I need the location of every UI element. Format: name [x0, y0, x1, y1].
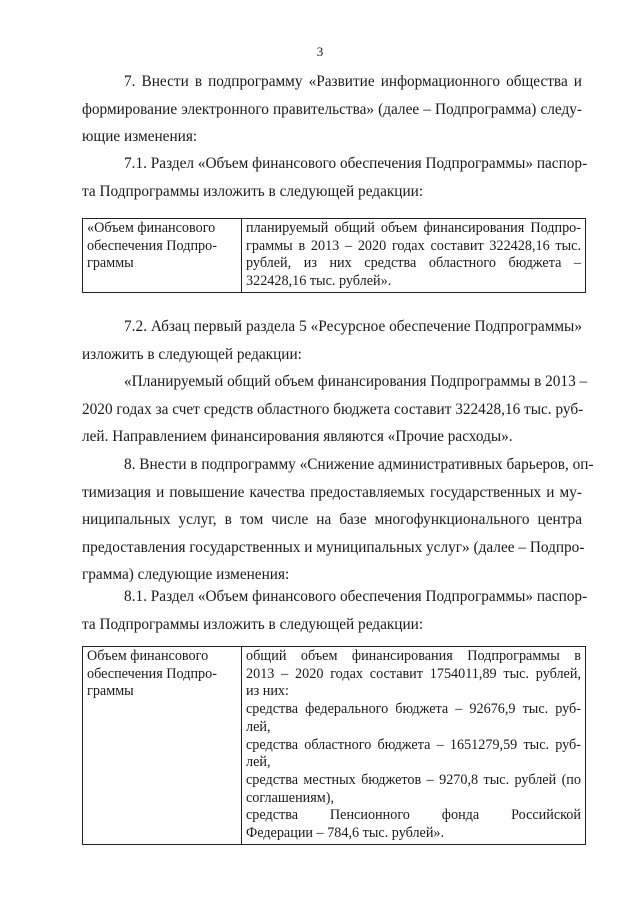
cell-line: рублей, из них средства областного бюджета – [246, 255, 581, 272]
text-line: та Подпрограммы изложить в следующей редакции: [82, 615, 424, 633]
cell-line: планируемый общий объем финансирования Подпро- [246, 220, 581, 236]
cell-line: обеспечения Подпро- [87, 665, 217, 682]
text-line: формирование электронного правительства» (далее – Подпрограмма) следу- [82, 100, 582, 118]
cell-line: средства Пенсионного фонда Российской [246, 807, 581, 824]
item-7-2-paragraph [82, 313, 588, 451]
cell-line: Федерации – 784,6 тыс. рублей». [246, 825, 445, 842]
item-8-paragraph [82, 451, 594, 589]
cell-line: средства федерального бюджета – 92676,9 тыс. руб- [246, 701, 581, 718]
cell-line: лей, [246, 754, 271, 771]
item-7-paragraph [82, 68, 582, 151]
text-line: грамма) следующие изменения: [82, 566, 290, 583]
table-cell-label [83, 647, 242, 845]
financing-table-2 [82, 646, 586, 845]
cell-line: граммы [87, 255, 134, 272]
text-line: тимизация и повышение качества предоставляемых государственных и му- [82, 483, 582, 501]
cell-line: 322428,16 тыс. рублей». [246, 273, 392, 290]
text-line: 7.2. Абзац первый раздела 5 «Ресурсное обеспечение Подпрограммы» [124, 318, 582, 335]
table-row [83, 219, 586, 293]
cell-line: «Объем финансового [87, 220, 216, 236]
cell-line: средства областного бюджета – 1651279,59 тыс. руб- [246, 736, 581, 753]
table-cell-value [242, 647, 586, 845]
text-line: ющие изменения: [82, 128, 198, 145]
text-line: лей. Направлением финансирования являются «Прочие расходы». [82, 428, 513, 445]
text-line: «Планируемый общий объем финансирования Подпрограммы в 2013 – [124, 373, 588, 390]
table-cell-label [83, 219, 242, 293]
text-line: 7. Внести в подпрограмму «Развитие информационного общества и [124, 73, 582, 90]
cell-line: граммы в 2013 – 2020 годах составит 322428,16 тыс. [246, 237, 581, 254]
cell-line: лей, [246, 718, 271, 735]
text-line: изложить в следующей редакции: [82, 345, 302, 363]
table-cell-value [242, 219, 586, 293]
text-line: 2020 годах за счет средств областного бюджета составит 322428,16 тыс. руб- [82, 400, 584, 418]
page-number: 3 [316, 44, 324, 59]
text-line: 8.1. Раздел «Объем финансового обеспечения Подпрограммы» паспор- [124, 588, 588, 605]
cell-line: общий объем финансирования Подпрограммы в [246, 648, 581, 664]
cell-line: средства местных бюджетов – 9270,8 тыс. рублей (по [246, 771, 581, 788]
text-line: 7.1. Раздел «Объем финансового обеспечения Подпрограммы» паспор- [124, 155, 588, 172]
cell-line: соглашениям), [246, 789, 335, 806]
cell-line: 2013 – 2020 годах составит 1754011,89 тыс. рублей, [246, 665, 581, 682]
table-row [83, 647, 586, 845]
cell-line: граммы [87, 683, 134, 700]
text-line: предоставления государственных и муниципальных услуг» (далее – Подпро- [82, 538, 585, 556]
cell-line: обеспечения Подпро- [87, 237, 217, 254]
text-line: та Подпрограммы изложить в следующей редакции: [82, 182, 424, 200]
text-line: ниципальных услуг, в том числе на базе многофункционального центра [82, 511, 582, 528]
cell-line: Объем финансового [87, 648, 209, 664]
financing-table-1 [82, 218, 586, 293]
cell-line: из них: [246, 683, 289, 700]
item-8-1-paragraph [82, 583, 588, 638]
item-7-1-paragraph [82, 150, 588, 205]
text-line: 8. Внести в подпрограмму «Снижение административных барьеров, оп- [124, 456, 594, 473]
